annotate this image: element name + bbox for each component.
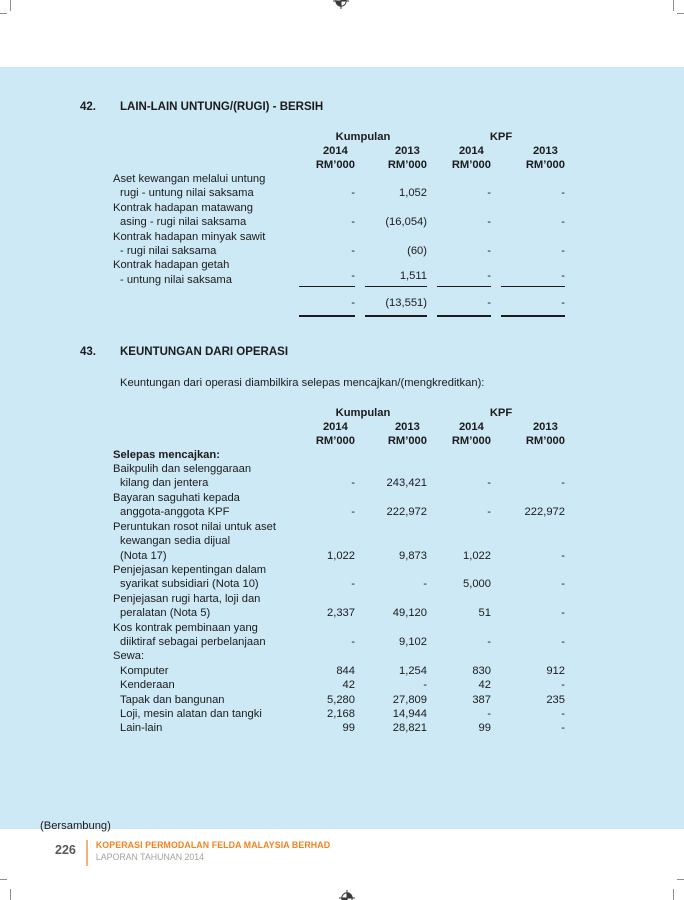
column-unit: RM’000	[525, 434, 565, 447]
cell-number: -	[561, 187, 565, 200]
cell-value	[293, 230, 359, 259]
cell-number: -	[487, 635, 491, 648]
cell-value	[293, 172, 359, 201]
cell-number: 5,280	[327, 693, 355, 706]
row-label-line: peralatan (Nota 5)	[120, 607, 211, 620]
cell-number: -	[437, 269, 491, 287]
cell-number: 42	[478, 679, 491, 692]
column-header	[359, 144, 431, 172]
cell-number: 49,120	[392, 607, 427, 620]
cell-value	[431, 664, 495, 678]
row-label	[113, 258, 293, 287]
table-row	[113, 230, 569, 259]
cell-value	[495, 491, 569, 520]
crop-mark-bottom-right-v	[673, 889, 674, 900]
year-unit-block	[316, 144, 355, 172]
row-label	[113, 592, 293, 621]
cell-value	[293, 201, 359, 230]
registration-mark-icon	[333, 0, 349, 9]
crop-mark-top-right-v	[673, 0, 674, 11]
cell-number: 912	[546, 664, 565, 677]
cell-number: -	[351, 216, 355, 229]
year-unit-block	[388, 144, 427, 172]
column-unit: RM’000	[387, 434, 427, 447]
cell-value	[359, 520, 431, 563]
column-header-row	[113, 144, 569, 172]
section-number: 42.	[80, 101, 96, 113]
cell-value	[293, 678, 359, 692]
crop-mark-bottom-right-h	[677, 879, 684, 880]
row-label-line: anggota-anggota KPF	[120, 506, 230, 519]
cell-number: -	[561, 216, 565, 229]
table-row	[113, 664, 569, 678]
cell-value	[359, 491, 431, 520]
column-header	[495, 420, 569, 448]
cell-value	[431, 448, 495, 462]
cell-value	[359, 693, 431, 707]
cell-value	[359, 258, 431, 287]
row-label	[113, 520, 293, 563]
company-name: KOPERASI PERMODALAN FELDA MALAYSIA BERHAD	[95, 840, 331, 850]
cell-number: 222,972	[524, 506, 565, 519]
table-row	[113, 563, 569, 592]
crop-mark-bottom-left-v	[10, 889, 11, 900]
cell-value	[293, 707, 359, 721]
column-header	[359, 420, 431, 448]
cell-value	[431, 721, 495, 735]
cell-number: -	[561, 679, 565, 692]
cell-value	[495, 230, 569, 259]
cell-value	[359, 448, 431, 462]
cell-number: -	[351, 578, 355, 591]
cell-value	[293, 462, 359, 491]
cell-number: 243,421	[386, 477, 427, 490]
footer-divider	[86, 840, 88, 866]
cell-value	[431, 491, 495, 520]
column-header	[293, 420, 359, 448]
cell-number: -	[423, 578, 427, 591]
cell-number: -	[561, 578, 565, 591]
section-heading	[80, 100, 684, 114]
cell-number: 9,873	[399, 549, 427, 562]
table-row	[113, 621, 569, 650]
column-year: 2014	[322, 145, 348, 157]
cell-value	[293, 621, 359, 650]
group-header: KPF	[489, 406, 513, 419]
table-row	[113, 462, 569, 491]
row-label-line: Baikpulih dan selenggaraan	[113, 463, 252, 476]
cell-value	[495, 563, 569, 592]
cell-number: 1,022	[327, 549, 355, 562]
column-unit: RM’000	[451, 159, 491, 171]
column-year: 2014	[322, 420, 348, 433]
table-row	[113, 172, 569, 201]
cell-value	[495, 462, 569, 491]
cell-number: 830	[472, 664, 491, 677]
crop-mark-top-right-h	[677, 13, 684, 14]
cell-number: -	[501, 296, 565, 316]
row-label-line: Komputer	[120, 664, 169, 677]
cell-value	[495, 258, 569, 287]
year-unit-block	[526, 144, 565, 172]
column-unit: RM’000	[315, 434, 355, 447]
registration-mark-icon	[339, 890, 355, 900]
total-row	[113, 287, 569, 316]
column-header	[293, 144, 359, 172]
cell-number: 235	[546, 693, 565, 706]
row-label-line: Sewa:	[113, 650, 145, 663]
notes-content	[0, 67, 684, 736]
row-label-line: Loji, mesin alatan dan tangki	[120, 707, 262, 720]
row-label-line: Kontrak hadapan getah	[113, 259, 230, 272]
cell-value	[359, 592, 431, 621]
cell-number: -	[501, 269, 565, 287]
cell-number: 9,102	[399, 635, 427, 648]
cell-value	[495, 678, 569, 692]
year-unit-block	[526, 420, 565, 448]
column-year: 2014	[458, 145, 484, 157]
cell-number: -	[561, 707, 565, 720]
table-row	[113, 721, 569, 735]
cell-number: 844	[336, 664, 355, 677]
cell-value	[495, 649, 569, 663]
cell-number: -	[487, 187, 491, 200]
cell-number: (13,551)	[365, 296, 427, 316]
row-label-line: - rugi nilai saksama	[120, 245, 217, 258]
cell-value	[431, 592, 495, 621]
row-label-line: asing - rugi nilai saksama	[120, 216, 247, 229]
row-label	[113, 721, 293, 735]
row-label	[113, 707, 293, 721]
cell-value	[495, 621, 569, 650]
row-label	[113, 201, 293, 230]
cell-value	[495, 520, 569, 563]
cell-value	[431, 621, 495, 650]
cell-value	[495, 172, 569, 201]
cell-number: -	[487, 216, 491, 229]
row-label-line: Kontrak hadapan matawang	[113, 201, 253, 214]
cell-value	[431, 258, 495, 287]
group-header-row	[113, 406, 569, 420]
cell-number: -	[561, 245, 565, 258]
cell-value	[431, 201, 495, 230]
section-number: 43.	[80, 345, 96, 358]
column-year: 2013	[394, 420, 420, 433]
cell-value	[293, 287, 359, 316]
cell-value	[495, 448, 569, 462]
cell-number: 28,821	[392, 722, 427, 735]
table-row	[113, 592, 569, 621]
crop-mark-top-left-h	[0, 13, 7, 14]
column-year: 2013	[532, 420, 558, 433]
cell-value	[431, 520, 495, 563]
cell-number: -	[561, 549, 565, 562]
cell-number: 222,972	[386, 506, 427, 519]
row-label	[113, 448, 293, 462]
financial-table	[113, 406, 569, 736]
column-unit: RM’000	[387, 159, 427, 171]
cell-value	[431, 172, 495, 201]
row-label-line: rugi - untung nilai saksama	[120, 187, 254, 200]
cell-value	[431, 693, 495, 707]
crop-mark-top-left-v	[10, 0, 11, 11]
cell-number: 99	[478, 722, 491, 735]
cell-number: -	[561, 477, 565, 490]
cell-number: 1,022	[463, 549, 491, 562]
note-section	[80, 345, 684, 736]
group-header: Kumpulan	[335, 131, 391, 143]
cell-value	[431, 462, 495, 491]
row-label	[113, 462, 293, 491]
row-label-line: Tapak dan bangunan	[120, 693, 225, 706]
cell-number: 99	[342, 722, 355, 735]
cell-number: -	[561, 607, 565, 620]
row-label-line: Kenderaan	[120, 679, 175, 692]
cell-value	[359, 462, 431, 491]
cell-number: -	[437, 296, 491, 316]
financial-table	[113, 130, 569, 317]
cell-number: 2,337	[327, 607, 355, 620]
table-row	[113, 693, 569, 707]
cell-value	[431, 707, 495, 721]
row-label	[113, 172, 293, 201]
table-row	[113, 258, 569, 287]
cell-number: -	[351, 245, 355, 258]
page-number: 226	[55, 843, 76, 857]
row-label-line: kewangan sedia dijual	[120, 535, 231, 548]
cell-value	[431, 678, 495, 692]
row-label-line: Penjejasan rugi harta, loji dan	[113, 592, 261, 605]
year-unit-block	[452, 144, 491, 172]
cell-value	[431, 649, 495, 663]
row-label-line: Lain-lain	[120, 722, 163, 735]
column-year: 2013	[394, 145, 420, 157]
cell-value	[495, 693, 569, 707]
cell-value	[359, 287, 431, 316]
cell-value	[293, 664, 359, 678]
footer-text-block	[96, 840, 330, 863]
row-label-line: Penjejasan kepentingan dalam	[113, 563, 267, 576]
cell-value	[293, 563, 359, 592]
row-label	[113, 491, 293, 520]
cell-value	[293, 592, 359, 621]
cell-number: -	[299, 269, 355, 287]
cell-value	[293, 258, 359, 287]
cell-value	[293, 649, 359, 663]
cell-value	[359, 172, 431, 201]
table-row	[113, 678, 569, 692]
cell-number: 27,809	[392, 693, 427, 706]
group-header-row	[113, 130, 569, 144]
year-unit-block	[452, 420, 491, 448]
cell-value	[359, 707, 431, 721]
continuation-note: (Bersambung)	[40, 819, 111, 832]
cell-value	[359, 230, 431, 259]
cell-value	[431, 230, 495, 259]
table-row	[113, 520, 569, 563]
cell-value	[431, 563, 495, 592]
row-label-line: (Nota 17)	[120, 549, 167, 562]
cell-value	[293, 448, 359, 462]
cell-number: -	[561, 722, 565, 735]
report-title: LAPORAN TAHUNAN 2014	[95, 852, 205, 862]
cell-number: (16,054)	[385, 216, 427, 229]
cell-number: 1,052	[399, 187, 427, 200]
section-heading	[80, 345, 684, 359]
cell-value	[359, 678, 431, 692]
section-intro: Keuntungan dari operasi diambilkira selepas mencajkan/(mengkreditkan):	[120, 376, 485, 389]
table-row	[113, 448, 569, 462]
cell-value	[495, 287, 569, 316]
cell-number: -	[487, 245, 491, 258]
cell-number: -	[423, 679, 427, 692]
cell-value	[495, 201, 569, 230]
row-label-line: Peruntukan rosot nilai untuk aset	[113, 520, 276, 533]
row-label-line: Kos kontrak pembinaan yang	[113, 621, 258, 634]
cell-value	[293, 491, 359, 520]
row-label	[113, 230, 293, 259]
cell-number: -	[351, 477, 355, 490]
cell-number: 1,254	[399, 664, 427, 677]
cell-value	[359, 621, 431, 650]
cell-number: (60)	[407, 245, 427, 258]
table-row	[113, 649, 569, 663]
year-unit-block	[388, 420, 427, 448]
cell-number: -	[351, 635, 355, 648]
cell-value	[359, 563, 431, 592]
row-label-line: Aset kewangan melalui untung	[113, 173, 266, 185]
page-footer	[55, 840, 330, 866]
cell-number: -	[561, 635, 565, 648]
cell-number: 5,000	[463, 578, 491, 591]
cell-value	[359, 664, 431, 678]
row-label-line: syarikat subsidiari (Nota 10)	[120, 578, 259, 591]
section-title: LAIN-LAIN UNTUNG/(RUGI) - BERSIH	[120, 101, 324, 113]
group-header: Kumpulan	[335, 406, 391, 419]
cell-value	[431, 287, 495, 316]
table-row	[113, 491, 569, 520]
row-label	[113, 678, 293, 692]
cell-value	[293, 693, 359, 707]
column-year: 2013	[532, 145, 558, 157]
column-header	[431, 420, 495, 448]
row-label	[113, 563, 293, 592]
row-label-line: Selepas mencajkan:	[113, 448, 220, 461]
column-header-row	[113, 420, 569, 448]
cell-number: 1,511	[365, 269, 427, 287]
cell-value	[359, 201, 431, 230]
row-label	[113, 649, 293, 663]
column-year: 2014	[458, 420, 484, 433]
section-title: KEUNTUNGAN DARI OPERASI	[120, 345, 289, 358]
cell-number: 51	[478, 607, 491, 620]
row-label	[113, 664, 293, 678]
year-unit-block	[316, 420, 355, 448]
content-panel	[0, 67, 684, 832]
crop-mark-bottom-left-h	[0, 879, 7, 880]
cell-value	[293, 520, 359, 563]
cell-value	[495, 721, 569, 735]
cell-number: -	[487, 506, 491, 519]
column-unit: RM’000	[525, 159, 565, 171]
row-label-line: Bayaran saguhati kepada	[113, 491, 240, 504]
group-header: KPF	[489, 131, 513, 143]
column-unit: RM’000	[451, 434, 491, 447]
cell-number: 387	[472, 693, 491, 706]
table-row	[113, 707, 569, 721]
cell-number: 2,168	[327, 707, 355, 720]
cell-value	[495, 664, 569, 678]
row-label-line: - untung nilai saksama	[120, 273, 232, 286]
cell-value	[495, 592, 569, 621]
cell-number: -	[487, 477, 491, 490]
cell-number: -	[487, 707, 491, 720]
table-row	[113, 201, 569, 230]
cell-number: -	[351, 506, 355, 519]
cell-number: -	[351, 187, 355, 200]
row-label	[113, 621, 293, 650]
cell-value	[359, 649, 431, 663]
column-header	[431, 144, 495, 172]
cell-value	[293, 721, 359, 735]
cell-value	[359, 721, 431, 735]
row-label	[113, 693, 293, 707]
column-header	[495, 144, 569, 172]
row-label-line: diiktiraf sebagai perbelanjaan	[120, 635, 266, 648]
cell-number: -	[299, 296, 355, 316]
cell-value	[495, 707, 569, 721]
row-label-line: Kontrak hadapan minyak sawit	[113, 230, 266, 243]
note-section	[80, 100, 684, 317]
cell-number: 14,944	[392, 707, 427, 720]
row-label	[113, 287, 293, 316]
row-label-line: kilang dan jentera	[120, 477, 209, 490]
cell-number: 42	[342, 679, 355, 692]
column-unit: RM’000	[315, 159, 355, 171]
